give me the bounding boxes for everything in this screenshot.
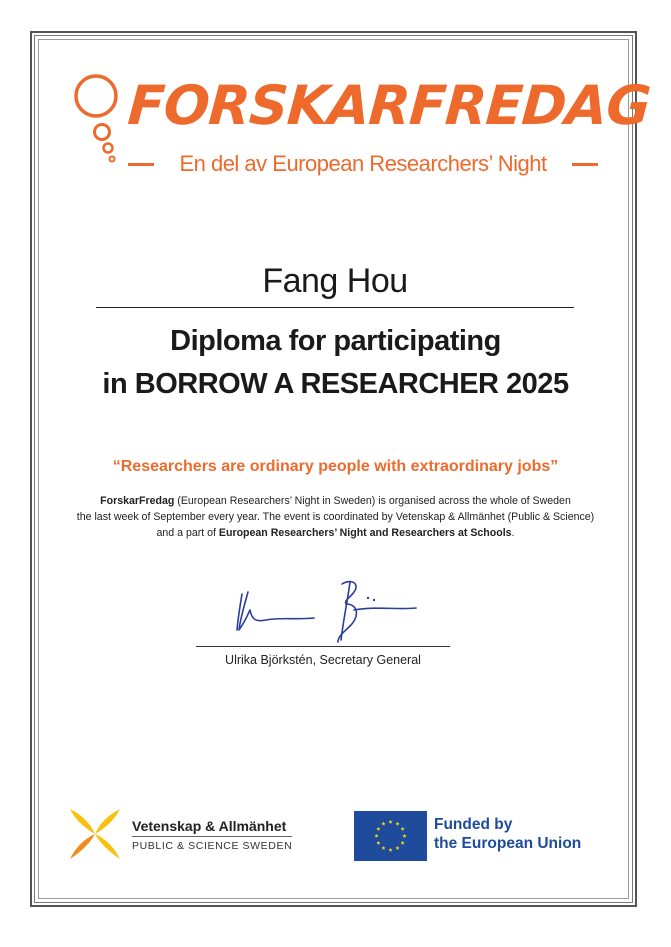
vetenskap-allmanhet-logo-icon bbox=[66, 805, 124, 863]
org-subtitle: PUBLIC & SCIENCE SWEDEN bbox=[132, 840, 293, 852]
eu-funding-line1: Funded by bbox=[434, 816, 513, 833]
org-divider bbox=[132, 836, 292, 837]
subtitle-dash-left bbox=[128, 163, 154, 166]
eu-funding-line2: the European Union bbox=[434, 835, 582, 852]
body-line2: the last week of September every year. The event is coordinated by Vetenskap & Allmänhet (Public & Science) bbox=[76, 511, 595, 523]
diploma-title-line1: Diploma for participating bbox=[170, 325, 501, 357]
diploma-title-line2: in BORROW A RESEARCHER 2025 bbox=[102, 368, 569, 400]
quote: “Researchers are ordinary people with extraordinary jobs” bbox=[112, 458, 559, 475]
subtitle-dash-right bbox=[572, 163, 598, 166]
body-line3 bbox=[60, 527, 611, 539]
body-line3-pre: and a part of bbox=[156, 527, 219, 539]
org-name: Vetenskap & Allmänhet bbox=[132, 818, 287, 834]
body-line1 bbox=[60, 495, 611, 507]
body-line3-post: . bbox=[511, 527, 515, 539]
body-line3-bold: European Researchers’ Night and Researchers at Schools bbox=[218, 527, 512, 539]
signature-graphic bbox=[226, 570, 426, 645]
signature-line bbox=[196, 646, 450, 647]
body-line1-text: (European Researchers’ Night in Sweden) is organised across the whole of Sweden bbox=[174, 495, 571, 507]
eu-funding-text bbox=[434, 815, 581, 853]
thought-bubble-icon bbox=[66, 72, 126, 164]
event-title: FORSKARFREDAG bbox=[125, 74, 653, 137]
event-subtitle-row bbox=[128, 150, 598, 178]
eu-flag-icon bbox=[354, 811, 427, 861]
event-subtitle: En del av European Researchers’ Night bbox=[179, 151, 547, 176]
recipient-underline bbox=[96, 307, 574, 308]
body-org-name: ForskarFredag bbox=[100, 495, 175, 507]
signer-name: Ulrika Björkstén, Secretary General bbox=[225, 653, 421, 667]
recipient-name: Fang Hou bbox=[262, 262, 408, 300]
